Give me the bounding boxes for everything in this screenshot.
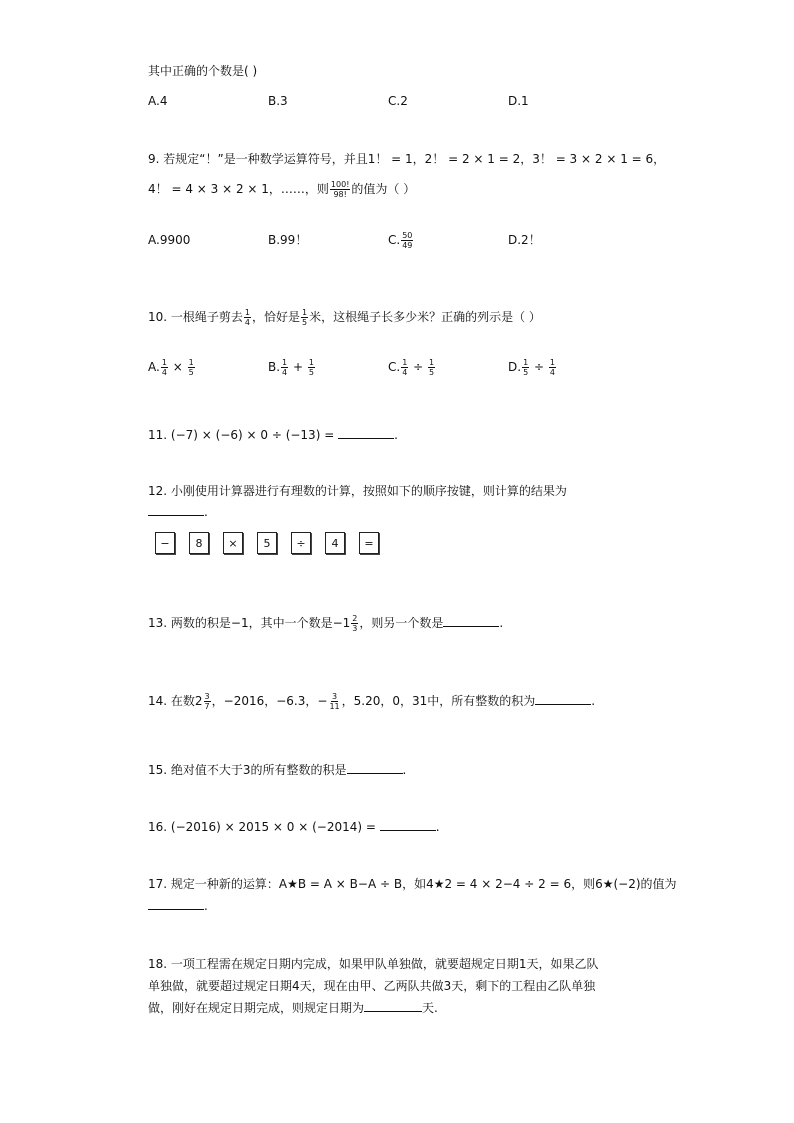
q9-optc-num: 50 xyxy=(402,231,413,240)
q10-part1: 10. 一根绳子剪去 xyxy=(148,310,243,324)
q10-opta-op: × xyxy=(168,360,187,374)
q10-optb-f2 xyxy=(308,358,315,377)
q9-option-c xyxy=(388,231,414,250)
q10-f1-den: 4 xyxy=(244,318,250,327)
key-times: × xyxy=(223,532,243,554)
key-5: 5 xyxy=(257,532,277,554)
q10-frac1 xyxy=(244,308,251,327)
q9-option-a: A.9900 xyxy=(148,233,191,247)
q10-optd-f2-num: 1 xyxy=(549,358,555,367)
q10-opta-f2 xyxy=(188,358,195,377)
q10-optc-f2-num: 1 xyxy=(428,358,435,367)
q14-f2-den: 11 xyxy=(329,702,340,711)
key-divide: ÷ xyxy=(291,532,311,554)
q10-optb-f2-num: 1 xyxy=(308,358,314,367)
q14-frac1 xyxy=(204,692,211,711)
q10-opta-f2-den: 5 xyxy=(188,368,194,377)
q9-optc-den: 49 xyxy=(402,241,413,250)
q9-line2-post: 的值为（ ） xyxy=(351,182,416,196)
q10-f2-num: 1 xyxy=(302,308,308,317)
q8-option-d: D.1 xyxy=(508,94,529,108)
q9-line2 xyxy=(148,180,415,199)
q10-f1-num: 1 xyxy=(244,308,250,317)
q9-line2-pre: 4！ = 4 × 3 × 2 × 1，……，则 xyxy=(148,182,329,196)
q16-end: . xyxy=(435,820,440,834)
q14-f1-den: 7 xyxy=(204,702,210,711)
q10-part2: ，恰好是 xyxy=(252,310,301,324)
q10-optd-f2-den: 4 xyxy=(549,368,555,377)
q13-frac-den: 3 xyxy=(352,624,358,633)
q15-answer-blank xyxy=(347,761,403,774)
q11-answer-blank xyxy=(338,426,394,439)
q14-mid1: ，−2016，−6.3，− xyxy=(211,694,328,708)
q18-line3 xyxy=(148,999,438,1017)
q14-f2-num: 3 xyxy=(331,692,338,701)
q10-optb-label: B. xyxy=(268,360,281,374)
q10-optc-f1-den: 4 xyxy=(402,368,408,377)
q10-optb-f2-den: 5 xyxy=(308,368,314,377)
q9-option-b: B.99！ xyxy=(268,233,308,247)
q18-line3-pre: 做，刚好在规定日期完成，则规定日期为 xyxy=(148,1001,365,1015)
q10-part3: 米，这根绳子长多少米？正确的列示是（ ） xyxy=(309,310,541,324)
q10-stem xyxy=(148,308,541,327)
q15-end: . xyxy=(402,763,407,777)
q14-frac2 xyxy=(328,692,340,711)
q10-opta-f2-num: 1 xyxy=(188,358,194,367)
q14-pre: 14. 在数2 xyxy=(148,694,203,708)
q10-optc-op: ÷ xyxy=(409,360,427,374)
q10-optc-f2 xyxy=(428,358,435,377)
q12-answer-blank xyxy=(148,503,204,516)
q8-option-a: A.4 xyxy=(148,94,168,108)
q10-option-a xyxy=(148,358,196,377)
q16-answer-blank xyxy=(380,818,436,831)
q12-line2 xyxy=(148,503,208,521)
q13-end: . xyxy=(499,616,504,630)
q14-answer-blank xyxy=(535,692,591,705)
q13-frac-num: 2 xyxy=(352,614,358,623)
q8-option-b: B.3 xyxy=(268,94,288,108)
q9-option-d: D.2！ xyxy=(508,233,541,247)
q10-optd-label: D. xyxy=(508,360,522,374)
q10-option-d xyxy=(508,358,557,377)
q8-stem: 其中正确的个数是( ) xyxy=(148,64,258,78)
q11-text: 11. (−7) × (−6) × 0 ÷ (−13) = xyxy=(148,428,339,442)
q9-option-c-frac xyxy=(401,231,413,250)
q9-option-c-label: C. xyxy=(388,233,401,247)
q10-optd-op: ÷ xyxy=(530,360,548,374)
key-equals: = xyxy=(359,532,379,554)
q9-frac-num: 100! xyxy=(330,180,350,189)
q10-optc-label: C. xyxy=(388,360,401,374)
q15-text: 15. 绝对值不大于3的所有整数的积是 xyxy=(148,763,347,777)
q15-stem xyxy=(148,761,406,779)
q10-optd-f1 xyxy=(522,358,529,377)
q18-line1: 18. 一项工程需在规定日期内完成，如果甲队单独做，就要超规定日期1天，如果乙队 xyxy=(148,957,599,971)
q10-opta-label: A. xyxy=(148,360,160,374)
q14-post: ，5.20，0，31中，所有整数的积为 xyxy=(341,694,536,708)
q14-stem xyxy=(148,692,595,711)
q18-line2: 单独做，就要超过规定日期4天，现在由甲、乙两队共做3天，剩下的工程由乙队单独 xyxy=(148,979,596,993)
q10-optb-f1-den: 4 xyxy=(282,368,288,377)
q17-answer-blank xyxy=(148,897,204,910)
q11-stem xyxy=(148,426,398,444)
q13-pre: 13. 两数的积是−1，其中一个数是−1 xyxy=(148,616,351,630)
q10-frac2 xyxy=(301,308,308,327)
q10-optb-op: + xyxy=(289,360,307,374)
key-minus: − xyxy=(155,532,175,554)
q10-opta-f1-num: 1 xyxy=(161,358,167,367)
q18-line3-post: 天. xyxy=(422,1001,438,1015)
q10-opta-f1-den: 4 xyxy=(161,368,167,377)
q10-f2-den: 5 xyxy=(302,318,308,327)
q12-line1: 12. 小刚使用计算器进行有理数的计算，按照如下的顺序按键，则计算的结果为 xyxy=(148,484,567,498)
q13-frac xyxy=(351,614,358,633)
q8-option-c: C.2 xyxy=(388,94,408,108)
q10-optd-f1-den: 5 xyxy=(523,368,529,377)
q17-end: . xyxy=(204,899,208,913)
q10-optc-f1-num: 1 xyxy=(402,358,408,367)
q10-optc-f2-den: 5 xyxy=(428,368,435,377)
q10-option-b xyxy=(268,358,316,377)
q17-line2 xyxy=(148,897,208,915)
q13-answer-blank xyxy=(443,614,499,627)
q10-optb-f1 xyxy=(281,358,288,377)
q16-stem xyxy=(148,818,440,836)
q10-opta-f1 xyxy=(161,358,168,377)
q11-end: . xyxy=(394,428,398,442)
q9-line1: 9. 若规定“！”是一种数学运算符号，并且1！ = 1，2！ = 2 × 1 = 2，3！ = 3 × 2 × 1 = 6， xyxy=(148,152,666,166)
q14-f1-num: 3 xyxy=(204,692,210,701)
q17-line1: 17. 规定一种新的运算：A★B = A × B−A ÷ B，如4★2 = 4 × 2−4 ÷ 2 = 6，则6★(−2)的值为 xyxy=(148,877,677,891)
q9-frac-den: 98! xyxy=(333,190,347,199)
q10-optd-f1-num: 1 xyxy=(523,358,529,367)
q12-end: . xyxy=(204,505,208,519)
q10-optc-f1 xyxy=(401,358,408,377)
key-4: 4 xyxy=(325,532,345,554)
key-8: 8 xyxy=(189,532,209,554)
q10-optb-f1-num: 1 xyxy=(282,358,288,367)
q10-option-c xyxy=(388,358,436,377)
q16-text: 16. (−2016) × 2015 × 0 × (−2014) = xyxy=(148,820,380,834)
q18-answer-blank xyxy=(364,999,422,1012)
q13-stem xyxy=(148,614,503,633)
q9-fraction xyxy=(330,180,350,199)
q14-end: . xyxy=(591,694,596,708)
q13-post: ，则另一个数是 xyxy=(359,616,444,630)
q10-optd-f2 xyxy=(549,358,556,377)
